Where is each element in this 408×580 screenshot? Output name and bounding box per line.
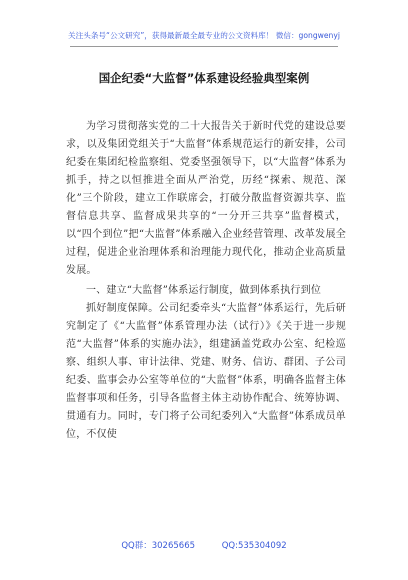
document-title: 国企纪委“大监督”体系建设经验典型案例: [98, 71, 310, 85]
section-heading: 一、建立“大监督”体系运行制度，做到体系执行到位: [86, 285, 322, 296]
header-divider: [70, 46, 338, 47]
footer-qq-number: QQ:535304092: [221, 541, 287, 551]
footer-qq-group: QQ群：30265665: [121, 541, 196, 551]
footer-contact: [0, 539, 408, 551]
paragraph-body: 抓好制度保障。公司纪委牵头“大监督”体系运行，先后研究制定了《“大监督”体系管理办法（试行）》《关于进一步规范“大监督”体系的实施办法》，组建涵盖党政办公室、纪检巡察、组织人事、审计法律、党建、财务、信访、群团、子公司纪委、监事会办公室等单位的“大监督”体系，明确各监督主体监督事项和任务，引导各监督主体主动协作配合、统筹协调、贯通有力。同时，专门将子公司纪委列入“大监督”体系成员单位，不仅使: [66, 303, 346, 440]
header-banner: 关注头条号“公文研究”，获得最新最全最专业的公文资料库！ 微信：gongwenyj: [68, 31, 340, 40]
paragraph-intro: 为学习贯彻落实党的二十大报告关于新时代党的建设总要求，以及集团党组关于“大监督”体系规范运行的新安排，公司纪委在集团纪检监察组、党委坚强领导下，以“大监督”体系为抓手，持之以恒推进全面从严治党，历经“探索、规范、深化”三个阶段，建立工作联席会，打破分散监督资源共享、监督信息共享、监督成果共享的“一分开三共享”监督模式，以“四个到位”把“大监督”体系融入企业经营管理、改革发展全过程，促进企业治理体系和治理能力现代化，推动企业高质量发展。: [66, 121, 346, 276]
document-body: [66, 118, 346, 444]
